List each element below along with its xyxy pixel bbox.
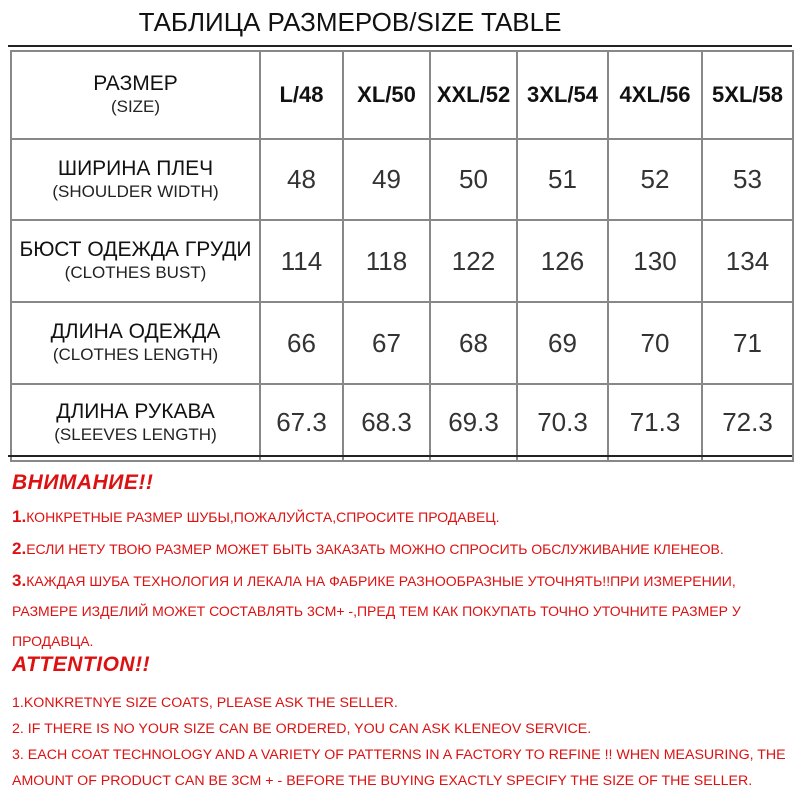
table-cell: 130 <box>608 220 702 302</box>
note-text: КАЖДАЯ ШУБА ТЕХНОЛОГИЯ И ЛЕКАЛА НА ФАБРИКЕ РАЗНООБРАЗНЫЕ УТОЧНЯТЬ!!ПРИ ИЗМЕРЕНИИ, РАЗМЕРЕ ИЗДЕЛИЙ МОЖЕТ СОСТАВЛЯТЬ 3СМ+ -,ПРЕД ТЕМ КАК ПОКУПАТЬ ТОЧНО УТОЧНИТЕ РАЗМЕР У ПРОДАВЦА. <box>12 573 741 649</box>
table-cell: 48 <box>260 139 343 220</box>
header-label: РАЗМЕР <box>93 72 178 95</box>
note-ru-2 <box>12 534 792 564</box>
note-number: 2. <box>12 539 27 558</box>
title-divider <box>8 45 792 47</box>
attention-title-en: ATTENTION!! <box>12 653 151 676</box>
table-header-row <box>11 51 793 139</box>
table-cell: 68 <box>430 302 517 384</box>
row-label: ДЛИНА РУКАВА <box>56 399 215 423</box>
size-table <box>10 50 794 462</box>
table-cell: 50 <box>430 139 517 220</box>
row-label-cell <box>11 139 260 220</box>
table-cell: 122 <box>430 220 517 302</box>
table-cell: 52 <box>608 139 702 220</box>
note-en-3: 3. EACH COAT TECHNOLOGY AND A VARIETY OF PATTERNS IN A FACTORY TO REFINE !! WHEN MEASURING, THE AMOUNT OF PRODUCT CAN BE 3CM + - BEFORE THE BUYING EXACTLY SPECIFY THE SIZE OF THE SELLER. <box>12 747 786 789</box>
table-row <box>11 139 793 220</box>
table-cell: 49 <box>343 139 430 220</box>
row-sublabel: (CLOTHES BUST) <box>64 263 207 282</box>
table-cell: 68.3 <box>343 384 430 461</box>
row-label: ДЛИНА ОДЕЖДА <box>50 320 221 343</box>
table-cell: 70.3 <box>517 384 608 461</box>
size-header: L/48 <box>260 51 343 139</box>
table-cell: 69 <box>517 302 608 384</box>
table-cell: 114 <box>260 220 343 302</box>
row-sublabel: (SLEEVES LENGTH) <box>54 424 217 444</box>
note-ru-3 <box>12 566 792 656</box>
note-number: 3. <box>12 571 27 590</box>
attention-title-ru: ВНИМАНИЕ!! <box>12 471 154 494</box>
table-cell: 118 <box>343 220 430 302</box>
table-cell: 134 <box>702 220 793 302</box>
note-number: 1. <box>12 507 27 526</box>
row-sublabel: (CLOTHES LENGTH) <box>52 345 219 364</box>
table-row <box>11 302 793 384</box>
header-label-cell <box>11 51 260 139</box>
table-cell: 69.3 <box>430 384 517 461</box>
size-header: 4XL/56 <box>608 51 702 139</box>
note-ru-1 <box>12 502 792 532</box>
table-cell: 67.3 <box>260 384 343 461</box>
note-text: ЕСЛИ НЕТУ ТВОЮ РАЗМЕР МОЖЕТ БЫТЬ ЗАКАЗАТЬ МОЖНО СПРОСИТЬ ОБСЛУЖИВАНИЕ КЛЕНЕОВ. <box>26 541 724 557</box>
table-cell: 66 <box>260 302 343 384</box>
size-header: XL/50 <box>343 51 430 139</box>
note-text: КОНКРЕТНЫЕ РАЗМЕР ШУБЫ,ПОЖАЛУЙСТА,СПРОСИТЕ ПРОДАВЕЦ. <box>26 509 500 525</box>
table-cell: 51 <box>517 139 608 220</box>
row-label: БЮСТ ОДЕЖДА ГРУДИ <box>19 238 252 261</box>
table-cell: 71 <box>702 302 793 384</box>
page-title: ТАБЛИЦА РАЗМЕРОВ/SIZE TABLE <box>138 7 562 37</box>
table-cell: 53 <box>702 139 793 220</box>
table-row <box>11 220 793 302</box>
note-en-2: 2. IF THERE IS NO YOUR SIZE CAN BE ORDERED, YOU CAN ASK KLENEOV SERVICE. <box>12 721 592 737</box>
notes-divider <box>8 455 792 457</box>
note-en-1: 1.KONKRETNYE SIZE COATS, PLEASE ASK THE SELLER. <box>12 695 398 711</box>
table-row <box>11 384 793 461</box>
table-cell: 70 <box>608 302 702 384</box>
table-cell: 67 <box>343 302 430 384</box>
table-cell: 126 <box>517 220 608 302</box>
row-sublabel: (SHOULDER WIDTH) <box>52 181 219 201</box>
row-label-cell <box>11 384 260 461</box>
table-cell: 71.3 <box>608 384 702 461</box>
row-label-cell <box>11 302 260 384</box>
size-header: 5XL/58 <box>702 51 793 139</box>
header-sublabel: (SIZE) <box>110 97 161 116</box>
size-header: 3XL/54 <box>517 51 608 139</box>
table-cell: 72.3 <box>702 384 793 461</box>
size-header: XXL/52 <box>430 51 517 139</box>
row-label-cell <box>11 220 260 302</box>
row-label: ШИРИНА ПЛЕЧ <box>57 156 214 180</box>
